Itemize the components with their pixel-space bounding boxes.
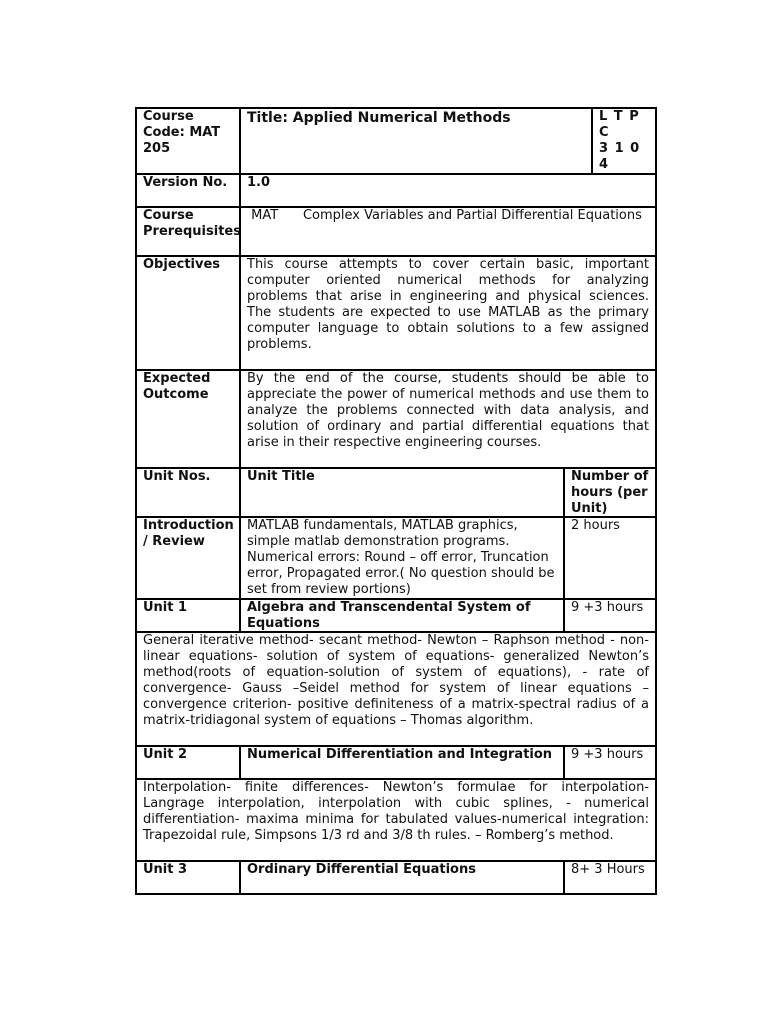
- unit-row: [135, 518, 657, 600]
- unit-no: Unit 1: [143, 600, 188, 615]
- unit-title: Numerical Differentiation and Integration: [239, 747, 563, 778]
- prerequisites-row: [135, 208, 657, 257]
- units-header-row: [135, 469, 657, 518]
- unit-row: [135, 747, 657, 780]
- course-header-row: [135, 107, 657, 175]
- unit-row: [135, 862, 657, 895]
- unit-hours: 9 +3 hours: [563, 747, 655, 778]
- units-header-no: Unit Nos.: [143, 469, 211, 484]
- version-label: Version No.: [143, 175, 228, 190]
- ltpc-values: 3 1 0 4: [599, 141, 640, 172]
- syllabus-table: [135, 107, 657, 895]
- outcome-row: [135, 371, 657, 469]
- unit-content-row: [135, 780, 657, 862]
- unit-no: Introduction / Review: [143, 518, 234, 549]
- version-row: [135, 175, 657, 208]
- objectives-row: [135, 257, 657, 371]
- unit-title: Algebra and Transcendental System of Equations: [239, 600, 563, 631]
- unit-title: MATLAB fundamentals, MATLAB graphics, simple matlab demonstration programs. Numerical errors: Round – off error, Truncation error, Propagated error.( No question should be set from review portions): [239, 518, 563, 598]
- ltpc-label: L T P C: [599, 109, 639, 140]
- units-header-hours: Number of hours (per Unit): [563, 469, 655, 516]
- outcome-label: Expected Outcome: [143, 371, 211, 402]
- unit-hours: 9 +3 hours: [563, 600, 655, 631]
- prerequisites-value: MAT Complex Variables and Partial Differential Equations: [239, 208, 655, 255]
- unit-no: Unit 2: [143, 747, 188, 762]
- version-value: 1.0: [239, 175, 655, 206]
- unit-title: Ordinary Differential Equations: [239, 862, 563, 893]
- unit-content: General iterative method- secant method- Newton – Raphson method - non-linear equations- solution of system of equations- generalized Newton’s method(roots of equation-solution of system of equations), - rate of convergence- Gauss –Seidel method for system of linear equations – convergence criterion- positive definiteness of a matrix-spectral radius of a matrix-tridiagonal system of equations – Thomas algorithm.: [143, 633, 649, 728]
- unit-hours: 2 hours: [563, 518, 655, 598]
- outcome-text: By the end of the course, students should be able to appreciate the power of numerical methods and use them to analyze the problems connected with data analysis, and solution of ordinary and partial differential equations that arise in their respective engineering courses.: [239, 371, 655, 467]
- units-header-title: Unit Title: [239, 469, 563, 516]
- course-title: Title: Applied Numerical Methods: [239, 109, 591, 173]
- prerequisites-label: Course Prerequisites: [143, 208, 241, 239]
- unit-content: Interpolation- finite differences- Newton’s formulae for interpolation- Langrage interpolation, interpolation with cubic splines, - numerical differentiation- maxima minima for tabulated values-numerical integration: Trapezoidal rule, Simpsons 1/3 rd and 3/8 th rules. – Romberg’s method.: [143, 780, 649, 843]
- unit-hours: 8+ 3 Hours: [563, 862, 655, 893]
- unit-content-row: [135, 633, 657, 747]
- course-code: Course Code: MAT 205: [143, 109, 221, 156]
- objectives-text: This course attempts to cover certain basic, important computer oriented numerical methods for analyzing problems that arise in engineering and physical sciences. The students are expected to use MATLAB as the primary computer language to obtain solutions to a few assigned problems.: [239, 257, 655, 369]
- unit-row: [135, 600, 657, 633]
- unit-no: Unit 3: [143, 862, 188, 877]
- objectives-label: Objectives: [143, 257, 221, 272]
- ltpc-cell: [591, 109, 655, 173]
